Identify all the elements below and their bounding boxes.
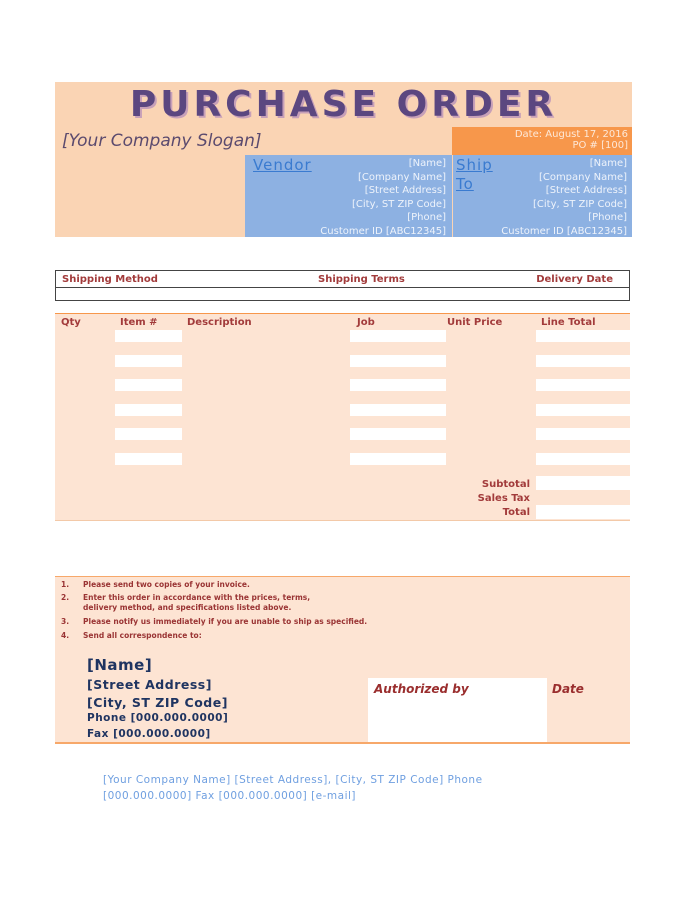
ship-to-address	[501, 155, 627, 239]
item-cell[interactable]	[115, 355, 182, 367]
ship-city: [City, ST ZIP Code]	[532, 198, 627, 210]
col-line-total: Line Total	[541, 317, 596, 328]
note-3: 3. Please notify us immediately if you are unable to ship as specified.	[61, 617, 368, 626]
delivery-date-header: Delivery Date	[536, 274, 613, 285]
line-total-cell[interactable]	[536, 404, 630, 416]
shipping-terms-header: Shipping Terms	[318, 274, 405, 285]
shipping-table	[55, 270, 630, 301]
total-label: Total	[502, 507, 530, 518]
col-unit-price: Unit Price	[447, 317, 503, 328]
contact-name: [Name]	[87, 656, 153, 674]
company-slogan: [Your Company Slogan]	[62, 131, 262, 151]
sales-tax-label: Sales Tax	[477, 493, 530, 504]
items-table	[55, 313, 630, 521]
ship-to-label-2: To	[456, 175, 474, 193]
col-qty: Qty	[61, 317, 81, 328]
vendor-customer-id: Customer ID [ABC12345]	[320, 225, 446, 237]
note-4: 4. Send all correspondence to:	[61, 631, 202, 640]
col-item: Item #	[120, 317, 158, 328]
vendor-street: [Street Address]	[364, 185, 446, 197]
po-number: PO # [100]	[572, 140, 628, 151]
shipping-values-row[interactable]	[56, 287, 629, 301]
item-cell[interactable]	[115, 330, 182, 342]
authorized-by-label: Authorized by	[374, 682, 469, 696]
line-total-cell[interactable]	[536, 379, 630, 391]
col-job: Job	[357, 317, 375, 328]
ship-to-label-1: Ship	[456, 156, 493, 174]
order-date: Date: August 17, 2016	[514, 129, 628, 140]
vendor-phone: [Phone]	[407, 212, 446, 224]
note-2: 2. Enter this order in accordance with the prices, terms, delivery method, and specifications listed above.	[61, 593, 311, 612]
vendor-address	[320, 155, 446, 239]
footer-contact: [Your Company Name] [Street Address], [City, ST ZIP Code] Phone [000.000.0000] Fax [000.000.0000] [e-mail]	[103, 774, 483, 802]
contact-street: [Street Address]	[87, 677, 212, 692]
ship-phone: [Phone]	[588, 212, 627, 224]
ship-company: [Company Name]	[538, 171, 627, 183]
notes-block	[55, 576, 630, 744]
job-cell[interactable]	[350, 330, 446, 342]
date-po-box	[452, 127, 632, 155]
col-description: Description	[187, 317, 252, 328]
line-total-cell[interactable]	[536, 355, 630, 367]
page-title: PURCHASE ORDER	[129, 84, 558, 125]
job-cell[interactable]	[350, 379, 446, 391]
vendor-block	[245, 155, 452, 237]
contact-fax: Fax [000.000.0000]	[87, 728, 211, 740]
item-cell[interactable]	[115, 404, 182, 416]
line-total-cell[interactable]	[536, 428, 630, 440]
ship-to-block	[453, 155, 632, 237]
item-cell[interactable]	[115, 428, 182, 440]
shipping-method-header: Shipping Method	[62, 274, 158, 285]
vendor-city: [City, ST ZIP Code]	[351, 198, 446, 210]
contact-phone: Phone [000.000.0000]	[87, 712, 229, 724]
ship-customer-id: Customer ID [ABC12345]	[501, 225, 627, 237]
job-cell[interactable]	[350, 428, 446, 440]
job-cell[interactable]	[350, 453, 446, 465]
ship-street: [Street Address]	[545, 185, 627, 197]
note-1: 1. Please send two copies of your invoice.	[61, 580, 250, 589]
job-cell[interactable]	[350, 404, 446, 416]
item-cell[interactable]	[115, 453, 182, 465]
line-total-cell[interactable]	[536, 330, 630, 342]
item-cell[interactable]	[115, 379, 182, 391]
ship-name: [Name]	[589, 158, 627, 169]
authorized-signature-field[interactable]	[368, 678, 547, 742]
line-total-cell[interactable]	[536, 453, 630, 465]
vendor-company: [Company Name]	[357, 171, 446, 183]
signature-date-label: Date	[552, 682, 584, 696]
job-cell[interactable]	[350, 355, 446, 367]
subtotal-label: Subtotal	[481, 479, 530, 490]
contact-city: [City, ST ZIP Code]	[87, 695, 228, 710]
vendor-label: Vendor	[253, 156, 312, 174]
vendor-name: [Name]	[408, 158, 446, 169]
total-value[interactable]	[536, 505, 630, 519]
subtotal-value[interactable]	[536, 476, 630, 490]
